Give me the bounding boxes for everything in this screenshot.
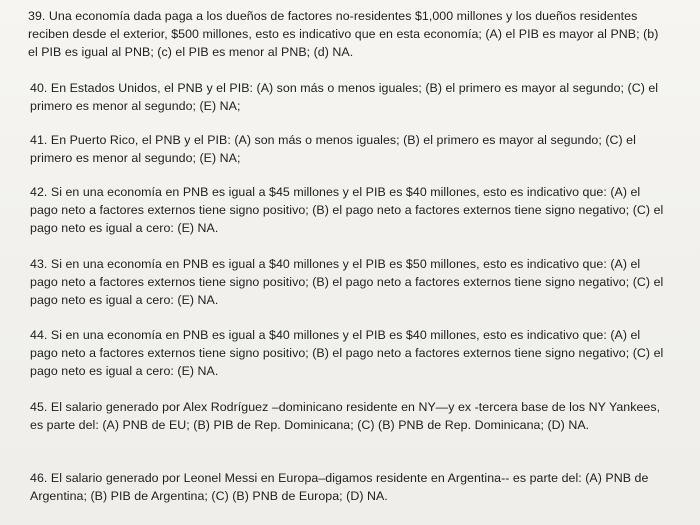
question-41 — [30, 131, 666, 167]
question-44 — [30, 326, 666, 380]
question-text: Si en una economía en PNB es igual a $40 millones y el PIB es $40 millones, esto es indicativo que: (A) el pago neto a factores externos tiene signo positivo; (B) el pago neto a factores externos tiene signo negativo; (C) el pago neto es igual a cero: (E) NA. — [30, 328, 664, 378]
question-text: Si en una economía en PNB es igual a $45 millones y el PIB es $40 millones, esto es indicativo que: (A) el pago neto a factores externos tiene signo positivo; (B) el pago neto a factores externos tiene signo negativo; (C) el pago neto es igual a cero: (E) NA. — [30, 185, 664, 235]
question-number: 43. — [30, 257, 48, 271]
question-42 — [30, 183, 666, 237]
question-number: 42. — [30, 185, 48, 199]
question-text: El salario generado por Alex Rodríguez –dominicano residente en NY—y ex -tercera base de los NY Yankees, es parte del: (A) PNB de EU; (B) PIB de Rep. Dominicana; (C) (B) PNB de Rep. Dominicana; (D) NA. — [30, 400, 661, 432]
question-45 — [30, 398, 666, 434]
question-number: 39. — [28, 9, 46, 23]
question-text: En Estados Unidos, el PNB y el PIB: (A) son más o menos iguales; (B) el primero es mayor al segundo; (C) el primero es menor al segundo; (E) NA; — [30, 81, 659, 113]
question-46 — [30, 469, 666, 505]
question-text: El salario generado por Leonel Messi en Europa–digamos residente en Argentina-- es parte del: (A) PNB de Argentina; (B) PIB de Argentina; (C) (B) PNB de Europa; (D) NA. — [30, 471, 649, 503]
question-text: Una economía dada paga a los dueños de factores no-residentes $1,000 millones y los dueños residentes reciben desde el exterior, $500 millones, esto es indicativo que en esta economía; (A) el PIB es mayor al PNB; (b) el PIB es igual al PNB; (c) el PIB es menor al PNB; (d) NA. — [28, 9, 659, 59]
question-number: 40. — [30, 81, 48, 95]
question-number: 41. — [30, 133, 48, 147]
question-number: 44. — [30, 328, 48, 342]
question-39 — [28, 7, 664, 61]
question-text: Si en una economía en PNB es igual a $40 millones y el PIB es $50 millones, esto es indicativo que: (A) el pago neto a factores externos tiene signo positivo; (B) el pago neto a factores externos tiene signo negativo; (C) el pago neto es igual a cero: (E) NA. — [30, 257, 664, 307]
question-text: En Puerto Rico, el PNB y el PIB: (A) son más o menos iguales; (B) el primero es mayor al segundo; (C) el primero es menor al segundo; (E) NA; — [30, 133, 636, 165]
question-40 — [30, 79, 666, 115]
question-number: 45. — [30, 400, 48, 414]
question-number: 46. — [30, 471, 48, 485]
question-43 — [30, 255, 666, 309]
